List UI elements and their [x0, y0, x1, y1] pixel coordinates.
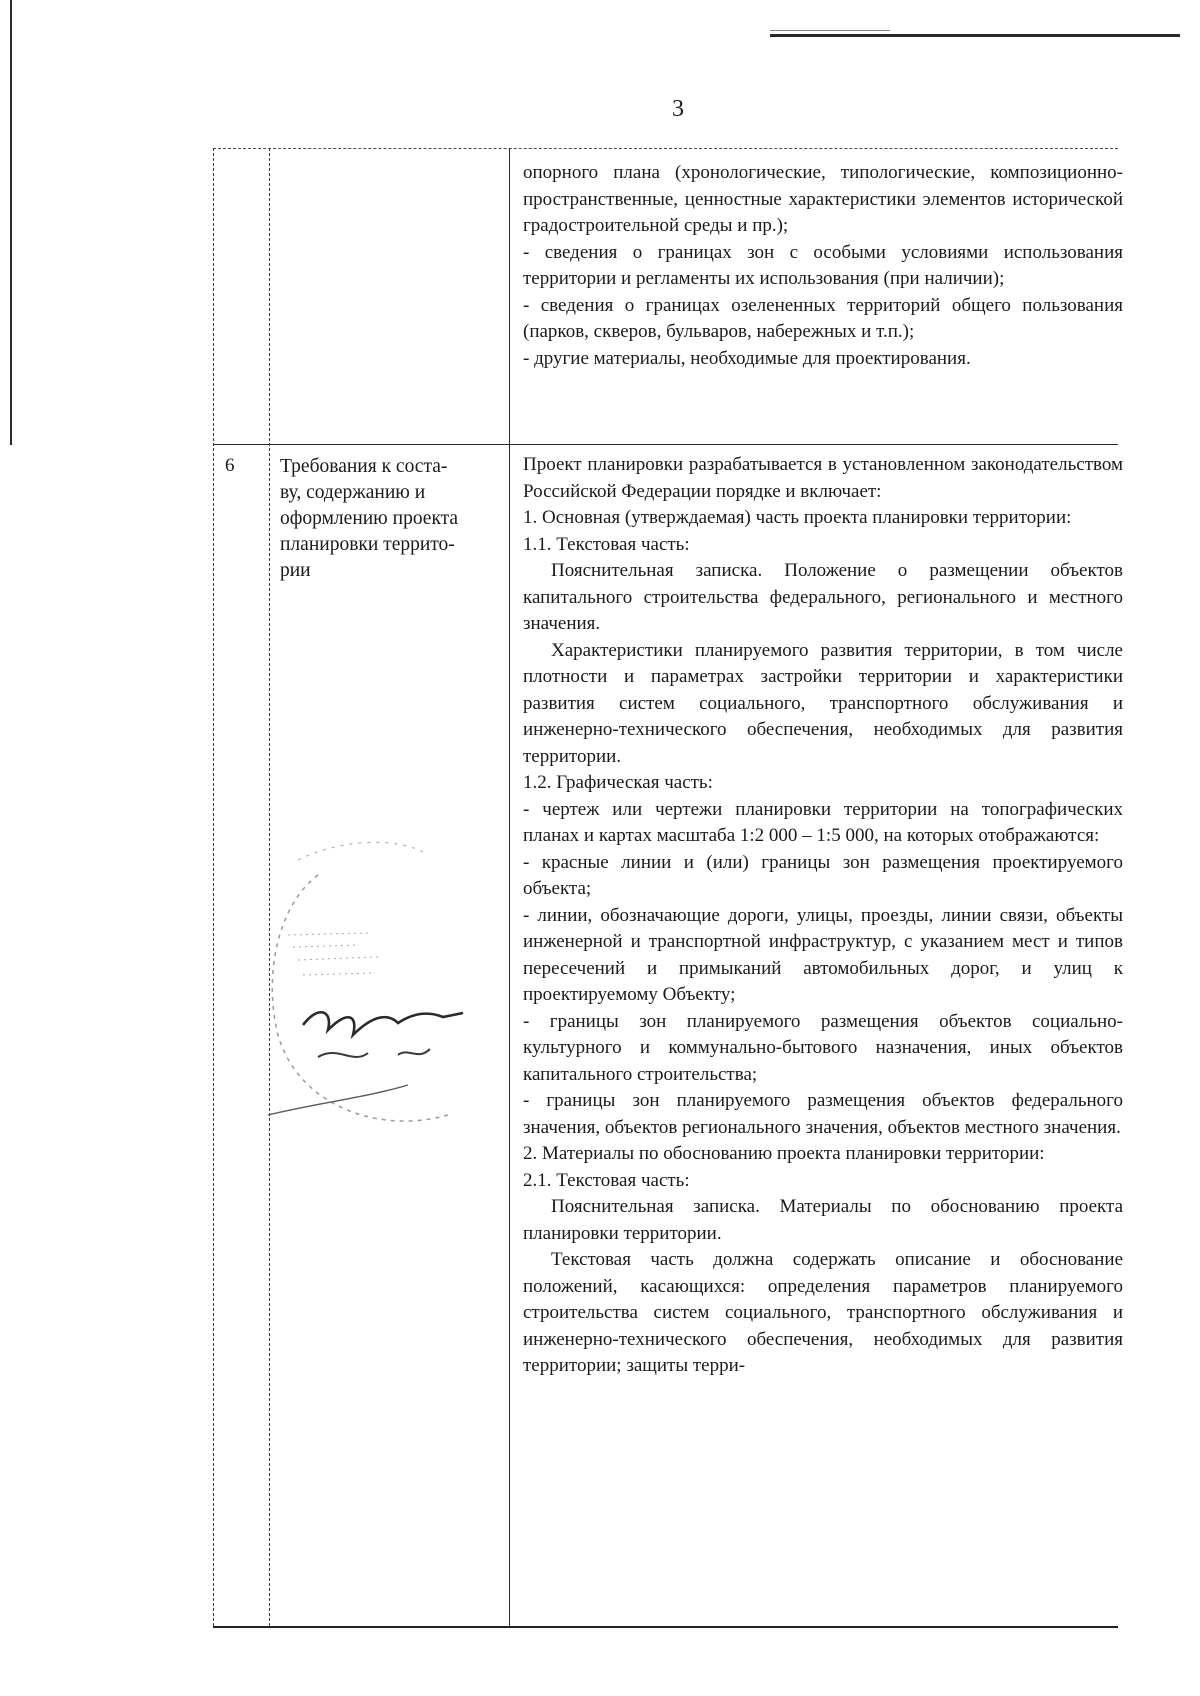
- paragraph: 1.2. Графическая часть:: [523, 772, 713, 793]
- signature-stroke: [318, 1049, 430, 1057]
- row-6-content: [523, 452, 1123, 1380]
- row-label-line: планировки террито-: [280, 534, 455, 555]
- scan-edge-top: [770, 34, 1180, 37]
- stamp-scribble: [288, 933, 378, 975]
- paragraph: Пояснительная записка. Материалы по обоснованию проекта планировки территории.: [523, 1196, 1123, 1244]
- row-label: [280, 454, 506, 584]
- paragraph: - границы зон планируемого размещения объектов федерального значения, объектов регионального значения, объектов местного значения.: [523, 1090, 1123, 1138]
- paragraph: 2. Материалы по обоснованию проекта планировки территории:: [523, 1143, 1045, 1164]
- paragraph: - сведения о границах озелененных территорий общего пользования (парков, скверов, бульваров, набережных и т.п.);: [523, 294, 1123, 342]
- row-label-line: рии: [280, 560, 311, 581]
- signature-stroke: [268, 1085, 408, 1115]
- row-label-line: оформлению проекта: [280, 508, 459, 529]
- paragraph: - красные линии и (или) границы зон размещения проектируемого объекта;: [523, 851, 1123, 899]
- paragraph: опорного плана (хронологические, типологические, композиционно-пространственные, ценностные характеристики элементов исторической градостроительной среды и пр.);: [523, 162, 1123, 236]
- paragraph: 2.1. Текстовая часть:: [523, 1169, 690, 1191]
- table-left-border: [213, 148, 214, 1626]
- paragraph: Пояснительная записка. Положение о размещении объектов капитального строительства федерального, регионального и местного значения.: [523, 560, 1123, 634]
- faded-stamp-and-signature: [258, 835, 533, 1140]
- paragraph: Характеристики планируемого развития территории, в том числе плотности и параметрах застройки территории и характеристики развития систем социального, транспортного обслуживания и инженерно-технического обеспечения, необходимых для развития территории.: [523, 639, 1123, 767]
- stamp-outline: [298, 842, 428, 860]
- paragraph: Текстовая часть должна содержать описание и обоснование положений, касающихся: определения параметров планируемого строительства систем социального, транспортного обслуживания и инженерно-технического обеспечения, необходимых для развития территории; защиты терри-: [523, 1249, 1123, 1376]
- continued-row-content: [523, 160, 1123, 372]
- paragraph: - чертеж или чертежи планировки территории на топографических планах и картах масштаба 1:2 000 – 1:5 000, на которых отображаются:: [523, 798, 1123, 846]
- paragraph: - линии, обозначающие дороги, улицы, проезды, линии связи, объекты инженерной и транспортной инфраструктур, с указанием мест и типов пересечений и примыканий автомобильных дорог, и улиц к проектируемому Объекту;: [523, 904, 1123, 1005]
- row-number: 6: [225, 455, 235, 476]
- scan-edge-left: [10, 0, 12, 445]
- paragraph: 1.1. Текстовая часть:: [523, 533, 690, 555]
- stamp-outline: [272, 875, 448, 1121]
- signature-stroke: [303, 1012, 463, 1035]
- paragraph: - сведения о границах зон с особыми условиями использования территории и регламенты их использования (при наличии);: [523, 241, 1123, 289]
- paragraph: 1. Основная (утверждаемая) часть проекта планировки территории:: [523, 507, 1072, 528]
- page-number: 3: [672, 96, 684, 122]
- row-label-line: Требования к соста-: [280, 456, 448, 477]
- row-separator: [213, 444, 1118, 445]
- paragraph: Проект планировки разрабатывается в установленном законодательством Российской Федерации порядке и включает:: [523, 454, 1123, 502]
- paragraph: - границы зон планируемого размещения объектов социально-культурного и коммунально-бытового назначения, иных объектов капитального строительства;: [523, 1010, 1123, 1085]
- row-label-line: ву, содержанию и: [280, 482, 426, 503]
- table-top-border: [213, 148, 1118, 149]
- scan-edge-top-thin: [770, 30, 890, 31]
- paragraph: - другие материалы, необходимые для проектирования.: [523, 347, 971, 369]
- table-bottom-border: [213, 1626, 1118, 1628]
